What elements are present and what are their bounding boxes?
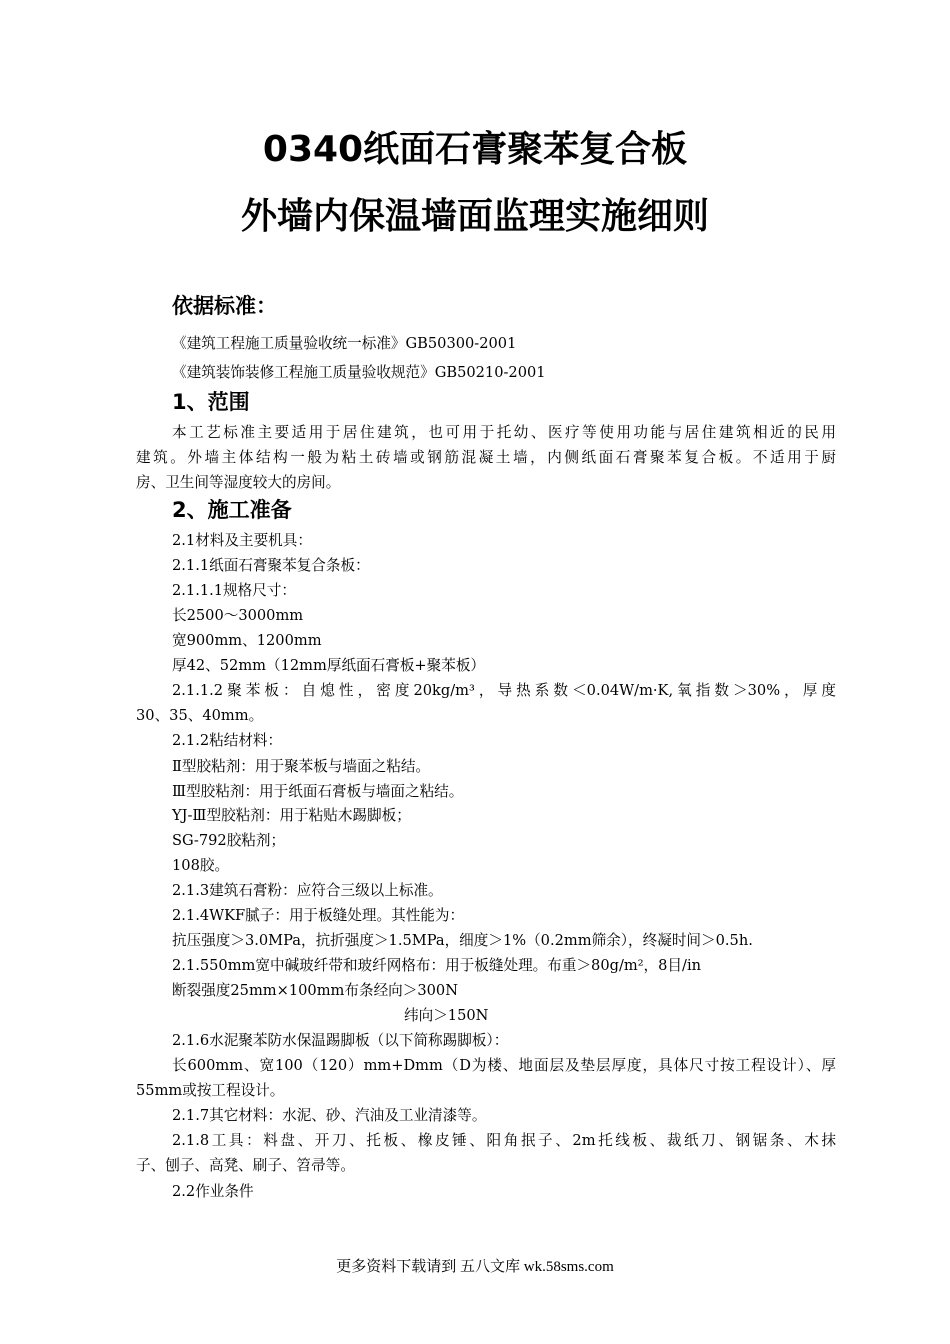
spec-line: YJ-Ⅲ型胶粘剂：用于粘贴木踢脚板； — [172, 807, 411, 824]
spec-line: 2.1.6水泥聚苯防水保温踢脚板（以下简称踢脚板）： — [172, 1032, 509, 1049]
spec-line: 2.1.2粘结材料： — [172, 732, 283, 749]
spec-line: 纬向＞150N — [404, 1007, 489, 1024]
spec-line: 2.1.1.1规格尺寸： — [172, 582, 297, 599]
spec-line: 抗压强度＞3.0MPa，抗折强度＞1.5MPa，细度＞1%（0.2mm筛余），终凝时间＞0.5h. — [172, 932, 753, 949]
spec-line: Ⅲ型胶粘剂：用于纸面石膏板与墙面之粘结。 — [172, 783, 464, 800]
spec-line: 2.1.8工具：料盘、开刀、托板、橡皮锤、阳角抿子、2m托线板、裁纸刀、钢锯条、木抹 — [172, 1132, 836, 1149]
document-title-line-2: 外墙内保温墙面监理实施细则 — [240, 196, 709, 237]
standard-reference: 《建筑工程施工质量验收统一标准》GB50300-2001 — [172, 335, 517, 352]
section-2-heading: 2、施工准备 — [172, 498, 292, 522]
spec-line: 2.1.1.2聚苯板：自熄性，密度20kg/m³，导热系数＜0.04W/m·K,氧指数＞30%，厚度 — [172, 682, 836, 699]
paragraph-line: 建筑。外墙主体结构一般为粘土砖墙或钢筋混凝土墙，内侧纸面石膏聚苯复合板。不适用于厨 — [136, 449, 836, 466]
spec-line: 2.1.4WKF腻子：用于板缝处理。其性能为： — [172, 907, 465, 924]
footer-download-notice: 更多资料下载请到 五八文库 wk.58sms.com — [336, 1259, 614, 1275]
standard-reference: 《建筑装饰装修工程施工质量验收规范》GB50210-2001 — [172, 364, 546, 381]
spec-line: Ⅱ型胶粘剂：用于聚苯板与墙面之粘结。 — [172, 758, 431, 775]
spec-line: SG-792胶粘剂； — [172, 832, 286, 849]
spec-line: 断裂强度25mm×100mm布条经向＞300N — [172, 982, 458, 999]
spec-line: 2.1.3建筑石膏粉：应符合三级以上标准。 — [172, 882, 443, 899]
spec-line: 厚42、52mm（12mm厚纸面石膏板+聚苯板） — [172, 657, 486, 674]
paragraph-line: 本工艺标准主要适用于居住建筑，也可用于托幼、医疗等使用功能与居住建筑相近的民用 — [172, 424, 836, 441]
spec-line: 2.1材料及主要机具： — [172, 532, 312, 549]
basis-heading: 依据标准： — [172, 294, 277, 318]
spec-line: 30、35、40mm。 — [136, 707, 264, 724]
spec-line: 2.2作业条件 — [172, 1183, 254, 1200]
spec-line: 2.1.7其它材料：水泥、砂、汽油及工业清漆等。 — [172, 1107, 487, 1124]
spec-line: 108胶。 — [172, 857, 230, 874]
document-title-line-1: 0340纸面石膏聚苯复合板 — [262, 129, 688, 170]
spec-line: 2.1.1纸面石膏聚苯复合条板： — [172, 557, 370, 574]
spec-line: 2.1.550mm宽中碱玻纤带和玻纤网格布：用于板缝处理。布重＞80g/m²，8目/in — [172, 957, 702, 974]
spec-line: 55mm或按工程设计。 — [136, 1082, 285, 1099]
spec-line: 长2500～3000mm — [172, 607, 304, 624]
spec-line: 子、刨子、高凳、刷子、笤帚等。 — [136, 1157, 355, 1174]
spec-line: 长600mm、宽100（120）mm+Dmm（D为楼、地面层及垫层厚度，具体尺寸按工程设计）、厚 — [172, 1057, 836, 1074]
section-1-heading: 1、范围 — [172, 390, 250, 414]
spec-line: 宽900mm、1200mm — [172, 632, 322, 649]
paragraph-line: 房、卫生间等湿度较大的房间。 — [136, 474, 341, 491]
